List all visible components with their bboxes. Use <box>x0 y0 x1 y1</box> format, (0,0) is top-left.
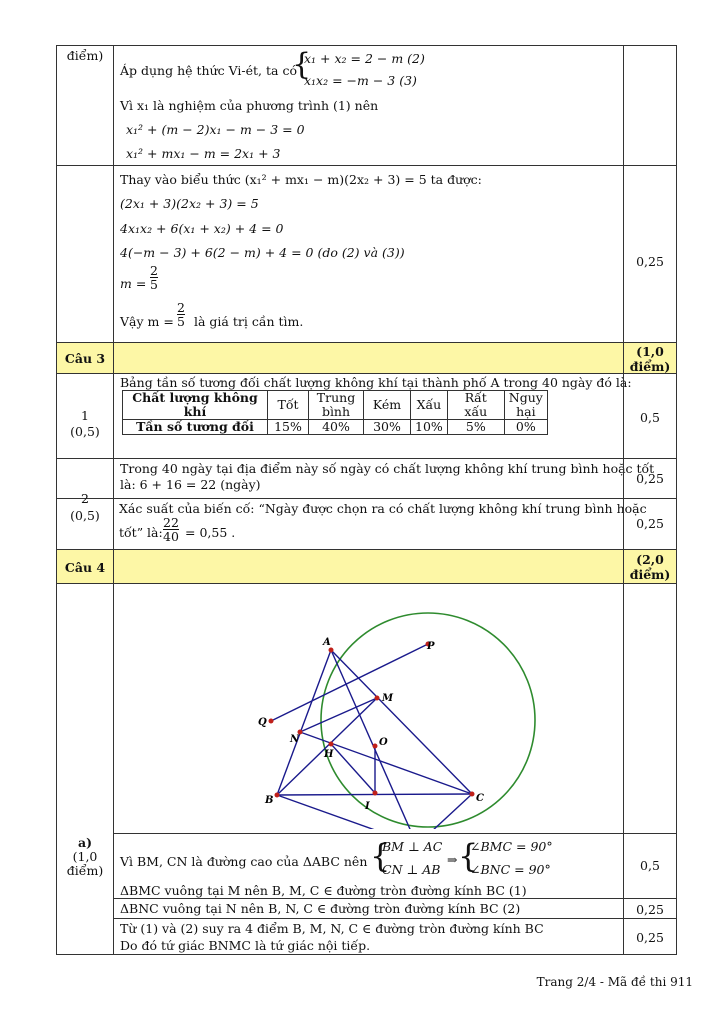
point-label: O <box>379 737 388 748</box>
table-row: Tần số tương đối 15% 40% 30% 10% 5% 0% <box>123 420 548 435</box>
system-brace: { <box>458 837 479 875</box>
score-cell: 0,25 <box>636 902 664 917</box>
system-brace: { <box>370 837 391 875</box>
geometry-figure <box>114 584 625 829</box>
part-a-step-1: Vì BM, CN là đường cao của ΔABC nên { BM ⊥ AC CN ⊥ AB ⇒ { ∠BMC = 90° ∠BNC = 90° ΔBMC vuông tại M nên B, M, C ∈ đường tròn đường kính BC (1) <box>114 833 623 899</box>
point-label: B <box>265 795 274 806</box>
probability-result: = 0,55 . <box>185 525 236 540</box>
question-points: (2,0 điểm) <box>623 550 676 583</box>
header-spacer <box>114 550 623 583</box>
point-label: A <box>323 637 331 648</box>
equation-3: x₁x₂ = −m − 3 (3) <box>304 73 417 88</box>
question-3-header <box>56 343 677 374</box>
row-content <box>114 166 623 342</box>
page-footer: Trang 2/4 - Mã đề thi 911 <box>536 975 693 989</box>
frequency-table <box>122 390 548 435</box>
question-label: Câu 4 <box>57 550 114 583</box>
point-label: I <box>365 801 370 812</box>
question-points: (1,0 điểm) <box>623 343 676 373</box>
m-fraction: $\frac{2}{5}$ <box>150 263 158 292</box>
answer-table <box>56 45 677 955</box>
part-content <box>114 374 632 458</box>
part-label: a) (1,0 điểm) <box>57 584 114 954</box>
row-vieta <box>56 45 677 166</box>
conclusion-prefix: Vậy m = <box>120 314 174 329</box>
table-intro: Bảng tần số tương đối chất lượng không khí tại thành phố A trong 40 ngày đó là: <box>120 375 632 390</box>
score-cell: 0,5 <box>623 374 676 458</box>
table-row: Chất lượng không khí Tốt Trung bình Kém Xấu Rất xấu Nguy hại <box>123 391 548 420</box>
probability-fraction: $\frac{22}{40}$ <box>163 515 179 544</box>
score-cell: 0,5 <box>624 833 676 899</box>
conclusion-suffix: là giá trị cần tìm. <box>194 314 304 329</box>
point-label: H <box>324 749 334 760</box>
point-label: Q <box>258 717 267 728</box>
part-content <box>113 499 647 549</box>
question-4-header <box>56 550 677 584</box>
figure-lines <box>271 644 472 829</box>
vieta-intro: Áp dụng hệ thức Vi-ét, ta có <box>120 63 297 78</box>
point-label: M <box>382 693 394 704</box>
part-a-step-3: Từ (1) và (2) suy ra 4 điểm B, M, N, C ∈ đường tròn đường kính BC Do đó tứ giác BNMC là tứ giác nội tiếp. 0,25 <box>114 918 676 956</box>
score-cell <box>623 46 676 165</box>
substitution-intro: Thay vào biểu thức (x₁² + mx₁ − m)(2x₂ + 3) = 5 ta được: <box>120 172 482 187</box>
probability-prefix: tốt” là: <box>119 525 163 540</box>
question-label: Câu 3 <box>57 343 114 373</box>
question-3-part-1 <box>56 374 677 459</box>
equation-2: x₁ + x₂ = 2 − m (2) <box>304 51 425 66</box>
score-cell: 0,25 <box>636 930 664 945</box>
count-result: là: 6 + 16 = 22 (ngày) <box>120 477 261 492</box>
count-statement: Trong 40 ngày tại địa điểm này số ngày có chất lượng không khí trung bình hoặc tốt <box>120 461 655 476</box>
equation-line: x₁² + (m − 2)x₁ − m − 3 = 0 <box>126 122 305 137</box>
part-a-step-2: ΔBNC vuông tại N nên B, N, C ∈ đường tròn đường kính BC (2) 0,25 <box>114 898 676 919</box>
header-spacer <box>114 343 623 373</box>
equation-line: x₁² + mx₁ − m = 2x₁ + 3 <box>126 146 281 161</box>
part-label: 2 (0,5) <box>57 459 114 498</box>
score-cell: 0,25 <box>623 459 676 498</box>
part-label-cont <box>56 499 114 549</box>
probability-statement: Xác suất của biến cố: “Ngày được chọn ra có chất lượng không khí trung bình hoặc <box>119 501 647 516</box>
system-brace: { <box>292 47 312 82</box>
score-cell: 0,25 <box>623 499 676 549</box>
equation-line: 4(−m − 3) + 6(2 − m) + 4 = 0 (do (2) và (3)) <box>120 245 405 260</box>
conclusion-fraction: $\frac{2}{5}$ <box>177 300 185 329</box>
m-equals: m = <box>120 276 147 291</box>
row-label: điểm) <box>57 46 114 165</box>
equation-line: 4x₁x₂ + 6(x₁ + x₂) + 4 = 0 <box>120 221 284 236</box>
equation-line: (2x₁ + 3)(2x₂ + 3) = 5 <box>120 196 259 211</box>
row-substitution <box>56 166 677 343</box>
question-4-part-a <box>56 584 677 955</box>
score-cell: 0,25 <box>623 166 676 342</box>
point-label: P <box>427 641 435 652</box>
point-label: C <box>476 793 484 804</box>
question-3-part-2-probability <box>56 499 677 550</box>
root-statement: Vì x₁ là nghiệm của phương trình (1) nên <box>120 98 379 113</box>
row-label <box>57 166 114 342</box>
row-content <box>114 46 623 165</box>
part-label: 1 (0,5) <box>57 374 114 458</box>
point-label: N <box>290 734 300 745</box>
